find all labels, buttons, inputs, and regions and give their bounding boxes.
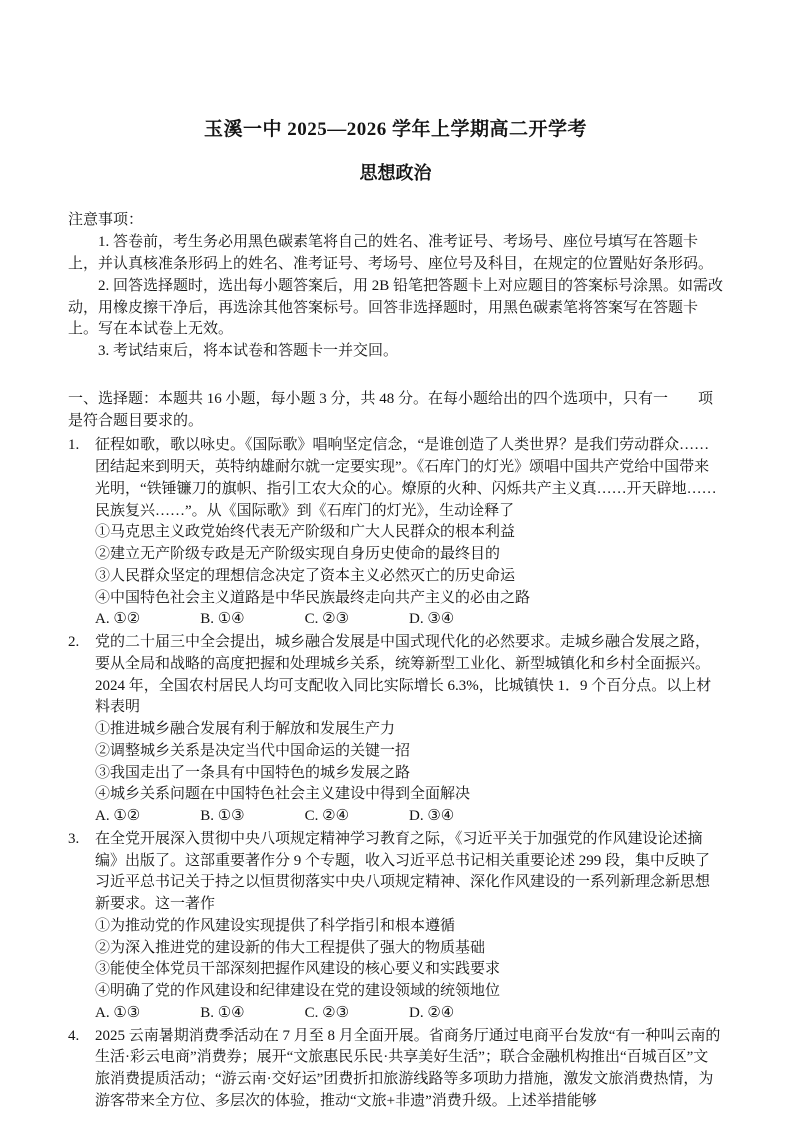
question-3-option-4: ④明确了党的作风建设和纪律建设在党的建设领域的统领地位	[95, 983, 501, 1000]
question-3-option-3: ③能使全体党员干部深刻把握作风建设的核心要义和实践要求	[95, 961, 501, 978]
question-1-option-3: ③人民群众坚定的理想信念决定了资本主义必然灭亡的历史命运	[95, 567, 516, 584]
page-title: 玉溪一中 2025—2026 学年上学期高二开学考	[203, 119, 587, 140]
question-3-stem	[68, 829, 723, 916]
subject-title: 思想政治	[359, 162, 432, 183]
question-2-text: 党的二十届三中全会提出，城乡融合发展是中国式现代化的必然要求。走城乡融合发展之路，要从全局和战略的高度把握和处理城乡关系，统筹新型工业化、新型城镇化和乡村全面振兴。2024 年，全国农村居民人均可支配收入同比实际增长 6.3%，比城镇快 1．9 个百分点。以上材料表明	[95, 634, 712, 716]
question-3-option-2: ②为深入推进党的建设新的伟大工程提供了强大的物质基础	[95, 939, 486, 956]
question-1-text: 征程如歌，歌以咏史。《国际歌》唱响坚定信念，“是谁创造了人类世界？是我们劳动群众……团结起来到明天，英特纳雄耐尔就一定要实现”。《石库门的灯光》颂唱中国共产党给中国带来光明，“铁锤镰刀的旗帜、指引工农大众的心。燎原的火种、闪烁共产主义真……开天辟地……民族复兴……”。从《国际歌》到《石库门的灯光》，生动诠释了	[95, 437, 717, 519]
question-2	[68, 632, 723, 828]
question-2-option-1: ①推进城乡融合发展有利于解放和发展生产力	[95, 721, 396, 738]
question-4	[68, 1026, 723, 1113]
question-2-option-4: ④城乡关系问题在中国特色社会主义建设中得到全面解决	[95, 786, 471, 803]
question-1-option-4: ④中国特色社会主义道路是中华民族最终走向共产主义的必由之路	[95, 589, 531, 606]
question-1	[68, 435, 723, 631]
question-4-number: 4.	[68, 1027, 80, 1044]
question-2-number: 2.	[68, 634, 80, 651]
notice-heading: 注意事项：	[68, 211, 144, 228]
question-4-stem	[68, 1026, 723, 1113]
notice-item-3: 3. 考试结束后，将本试卷和答题卡一并交回。	[98, 343, 399, 360]
question-2-stem	[68, 632, 723, 719]
question-4-text: 2025 云南暑期消费季活动在 7 月至 8 月全面开展。省商务厅通过电商平台发放“有一种叫云南的生活·彩云电商”消费券；展开“文旅惠民乐民·共享美好生活”；联合金融机构推出“百城百区”文旅消费提质活动；“游云南·交好运”团费折扣旅游线路等多项助力措施，激发文旅消费热情，为游客带来全方位、多层次的体验，推动“文旅+非遗”消费升级。上述举措能够	[95, 1027, 721, 1109]
question-2-option-2: ②调整城乡关系是决定当代中国命运的关键一招	[95, 742, 411, 759]
question-1-option-2: ②建立无产阶级专政是无产阶级实现自身历史使命的最终目的	[95, 546, 501, 563]
question-1-stem	[68, 435, 723, 522]
question-3-text: 在全党开展深入贯彻中央八项规定精神学习教育之际，《习近平关于加强党的作风建设论述摘编》出版了。这部重要著作分 9 个专题，收入习近平总书记相关重要论述 299 段，集中反映了习近平总书记关于持之以恒贯彻落实中央八项规定精神、深化作风建设的一系列新理念新思想新要求。这一著作	[95, 830, 711, 913]
question-1-number: 1.	[68, 437, 80, 454]
question-3-number: 3.	[68, 830, 80, 847]
question-2-answer-choices: A. ①② B. ①③ C. ②④ D. ③④	[95, 808, 455, 825]
question-1-answer-choices: A. ①② B. ①④ C. ②③ D. ③④	[95, 611, 455, 628]
notice-item-1: 1. 答卷前，考生务必用黑色碳素笔将自己的姓名、准考证号、考场号、座位号填写在答题卡上，并认真核准条形码上的姓名、准考证号、考场号、座位号及科目，在规定的位置贴好条形码。	[68, 234, 714, 273]
question-3	[68, 829, 723, 1025]
notice-item-2: 2. 回答选择题时，选出每小题答案后，用 2B 铅笔把答题卡上对应题目的答案标号涂黑。如需改动，用橡皮擦干净后，再选涂其他答案标号。回答非选择题时，用黑色碳素笔将答案写在答题卡上。写在本试卷上无效。	[68, 277, 724, 338]
question-2-option-3: ③我国走出了一条具有中国特色的城乡发展之路	[95, 764, 411, 781]
section-heading: 一、选择题：本题共 16 小题，每小题 3 分，共 48 分。在每小题给出的四个选项中，只有一 项是符合题目要求的。	[68, 390, 714, 429]
question-1-option-1: ①马克思主义政党始终代表无产阶级和广大人民群众的根本利益	[95, 524, 516, 541]
question-3-option-1: ①为推动党的作风建设实现提供了科学指引和根本遵循	[95, 917, 456, 934]
question-3-answer-choices: A. ①③ B. ①④ C. ②③ D. ②④	[95, 1004, 455, 1021]
